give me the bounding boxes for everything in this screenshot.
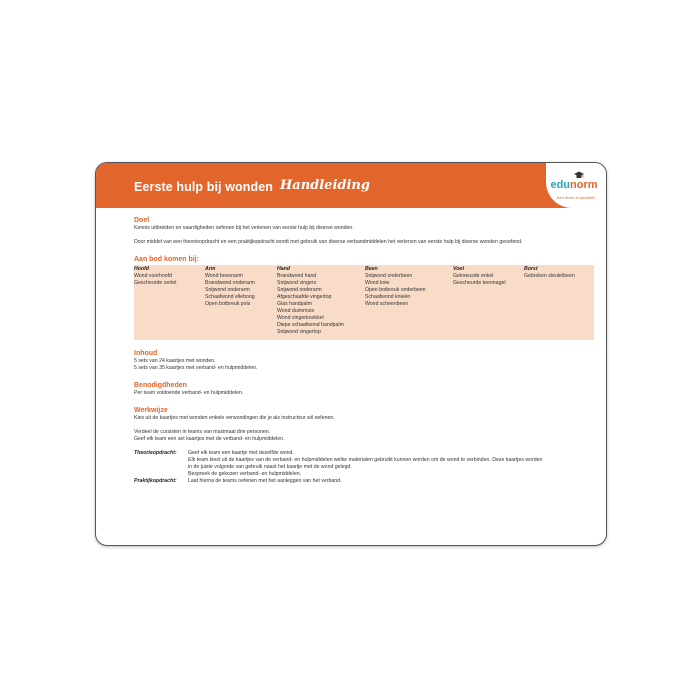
area-column <box>205 266 255 308</box>
area-item: Schaafwond elleboog <box>205 294 255 300</box>
inhoud-heading: Inhoud <box>134 350 158 357</box>
werkwijze-heading: Werkwijze <box>134 407 168 414</box>
theorie-line: in de juiste volgorde van gebruik naast het kaartje met de wond gelegd. <box>188 464 352 470</box>
werkwijze-text-3: Geef elk team een set kaartjes met de verband- en hulpmiddelen. <box>134 436 285 442</box>
benodigdheden-text: Per team voldoende verband- en hulpmiddelen. <box>134 390 244 396</box>
edunorm-logo <box>542 179 606 191</box>
theorie-label: Theorieopdracht: <box>134 450 177 456</box>
theorie-line: Elk team kiest uit de kaartjes van de verband- en hulpmiddelen welke materialen gebruikt kunnen worden om de wond te verbinden. Deze kaartjes worden <box>188 457 543 463</box>
area-item: Brandwond hand <box>277 273 317 279</box>
praktijk-row <box>134 478 596 485</box>
area-item: Gescheurde oorlel <box>134 280 177 286</box>
area-item: Wond voorhoofd <box>134 273 172 279</box>
area-title: Been <box>365 266 378 272</box>
area-item: Schaafwond knieën <box>365 294 411 300</box>
area-title: Voet <box>453 266 465 272</box>
inhoud-text-1: 5 sets van 24 kaartjes met wonden. <box>134 358 216 364</box>
area-item: Gescheurde teennagel <box>453 280 506 286</box>
area-title: Borst <box>524 266 538 272</box>
praktijk-label: Praktijkopdracht: <box>134 478 177 484</box>
doel-text-1: Kennis uitbreiden en vaardigheden oefenen bij het verlenen van eerste hulp bij diverse wonden. <box>134 225 354 231</box>
doel-text-2: Door middel van een theorieopdracht en een praktijkopdracht wordt met gebruik van diverse verbandmiddelen het verlenen van eerste hulp bij diverse wonden geoefend. <box>134 239 523 245</box>
area-item: Snijwond vingertop <box>277 329 321 335</box>
area-item: Wond duimmuis <box>277 308 315 314</box>
logo-part-norm: norm <box>570 179 598 191</box>
area-item: Open botbreuk onderbeen <box>365 287 426 293</box>
area-item: Brandwond onderarm <box>205 280 255 286</box>
card-header <box>96 163 606 208</box>
werkwijze-text-1: Kies uit de kaartjes met wonden enkele verwondingen die je als instructeur wil oefenen. <box>134 415 335 421</box>
area-column <box>365 266 426 308</box>
doel-heading: Doel <box>134 217 150 224</box>
area-item: Snijwond onderarm <box>277 287 322 293</box>
graduation-cap-icon <box>574 171 584 179</box>
werkwijze-text-2: Verdeel de cursisten in teams van maximaal drie personen. <box>134 429 271 435</box>
area-item: Snijwond vingers <box>277 280 317 286</box>
area-item: Wond knie <box>365 280 390 286</box>
body-areas-table <box>134 265 594 340</box>
area-item: Afgeschaafde vingertop <box>277 294 332 300</box>
area-item: Wond scheenbeen <box>365 301 409 307</box>
logo-part-edu: edu <box>550 179 571 191</box>
area-item: Open botbreuk pols <box>205 301 251 307</box>
theorie-line: Geef elk team een kaartje met dezelfde wond. <box>188 450 294 456</box>
area-column <box>277 266 344 336</box>
theorie-line: Bespreek de gekozen verband- en hulpmiddelen. <box>188 471 302 477</box>
area-item: Diepe schaafwond handpalm <box>277 322 344 328</box>
logo-box <box>546 163 606 208</box>
area-title: Hand <box>277 266 290 272</box>
card-subtitle: Handleiding <box>280 178 370 193</box>
area-item: Wond vingerknokkel <box>277 315 324 321</box>
area-column <box>524 266 575 280</box>
area-item: Gebroken sleutelbeen <box>524 273 575 279</box>
area-column <box>453 266 506 287</box>
area-item: Snijwond onderarm <box>205 287 250 293</box>
area-item: Glas handpalm <box>277 301 312 307</box>
area-title: Arm <box>205 266 216 272</box>
theorie-row <box>134 450 596 478</box>
card-title: Eerste hulp bij wonden <box>134 180 274 194</box>
inhoud-text-2: 5 sets van 35 kaartjes met verband- en hulpmiddelen. <box>134 365 258 371</box>
area-item: Wond bovenarm <box>205 273 243 279</box>
area-item: Snijwond onderbeen <box>365 273 413 279</box>
area-title: Hoofd <box>134 266 149 272</box>
area-column <box>134 266 176 287</box>
benodigdheden-heading: Benodigdheden <box>134 382 187 389</box>
praktijk-line: Laat hierna de teams oefenen met het aanleggen van het verband. <box>188 478 342 484</box>
aanbod-heading: Aan bod komen bij: <box>134 256 199 263</box>
card-content <box>134 216 596 485</box>
area-item: Gekneusde enkel <box>453 273 494 279</box>
instruction-card <box>95 162 607 546</box>
logo-tagline: Een leven in kwaliteit! <box>556 195 596 200</box>
